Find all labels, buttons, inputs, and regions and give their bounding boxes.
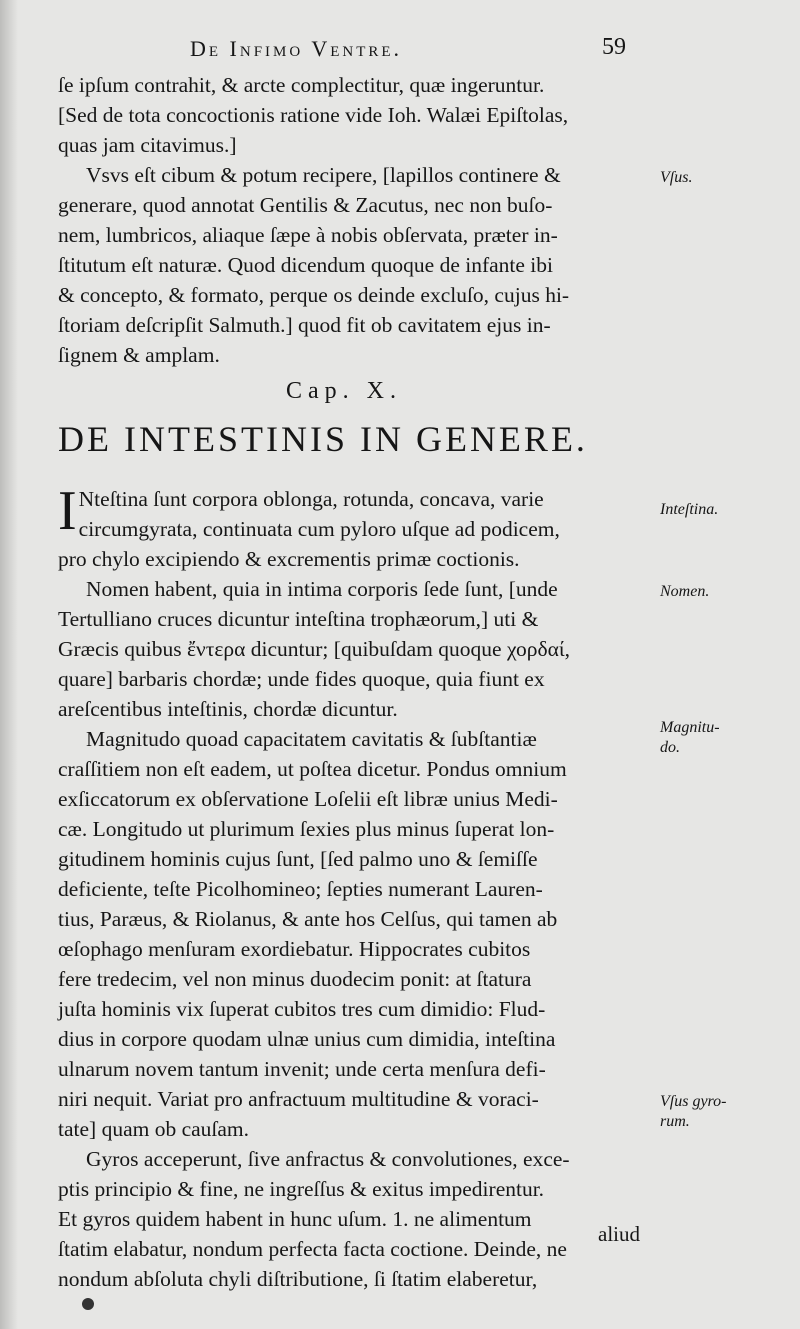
ink-blot	[82, 1298, 94, 1310]
paragraph-usus	[58, 160, 650, 370]
margin-note-nomen: Nomen.	[660, 583, 710, 600]
text-line: ptis principio & fine, ne ingreſſus & exitus impedirentur.	[58, 1177, 545, 1201]
text-line: fere tredecim, vel non minus duodecim ponit: at ſtatura	[58, 967, 532, 991]
text-line: pro chylo excipiendo & excrementis primæ coctionis.	[58, 547, 520, 571]
margin-note-usus-gyrorum-1: Vſus gyro-	[660, 1093, 727, 1110]
text-line: Et gyros quidem habent in hunc uſum. 1. ne alimentum	[58, 1207, 532, 1231]
paragraph-magnitudo	[58, 724, 650, 1144]
page-number: 59	[602, 34, 626, 60]
text-line: tate] quam ob cauſam.	[58, 1117, 250, 1141]
text-line: Vsvs eſt cibum & potum recipere, [lapillos continere &	[86, 163, 561, 187]
text-line: ſignem & amplam.	[58, 343, 220, 367]
text-line: quare] barbaris chordæ; unde fides quoque, quia fiunt ex	[58, 667, 545, 691]
margin-note-magnitudo-2: do.	[660, 739, 680, 756]
text-line: areſcentibus inteſtinis, chordæ dicuntur.	[58, 697, 398, 721]
text-line: deficiente, teſte Picolhomineo; ſepties numerant Lauren-	[58, 877, 543, 901]
text-line: quas jam citavimus.]	[58, 133, 237, 157]
running-head: De Infimo Ventre.	[190, 36, 403, 61]
chapter-number: Cap. X.	[286, 378, 402, 404]
text-line: ſe ipſum contrahit, & arcte complectitur, quæ ingeruntur.	[58, 73, 545, 97]
text-line: Tertulliano cruces dicuntur inteſtina trophæorum,] uti &	[58, 607, 539, 631]
text-line: craſſitiem non eſt eadem, ut poſtea dicetur. Pondus omnium	[58, 757, 567, 781]
margin-note-intestina: Inteſtina.	[660, 501, 719, 518]
text-line: tius, Paræus, & Riolanus, & ante hos Celſus, qui tamen ab	[58, 907, 558, 931]
text-line: gitudinem hominis cujus ſunt, [ſed palmo uno & ſemiſſe	[58, 847, 538, 871]
text-line: nem, lumbricos, aliaque ſæpe à nobis obſervata, præter in-	[58, 223, 558, 247]
text-line: circumgyrata, continuata cum pyloro uſque ad podicem,	[78, 517, 560, 541]
chapter-title: DE INTESTINIS IN GENERE.	[58, 419, 588, 459]
text-line: ſtatim elabatur, nondum perfecta facta coctione. Deinde, ne	[58, 1237, 567, 1261]
text-line: dius in corpore quodam ulnæ unius cum dimidia, inteſtina	[58, 1027, 556, 1051]
text-line: ſtoriam deſcripſit Salmuth.] quod fit ob cavitatem ejus in-	[58, 313, 551, 337]
text-line: Græcis quibus ἔντερα dicuntur; [quibuſdam quoque χορδαί,	[58, 637, 571, 661]
text-line: juſta hominis vix ſuperat cubitos tres cum dimidio: Flud-	[58, 997, 546, 1021]
text-line: Gyros acceperunt, ſive anfractus & convolutiones, exce-	[86, 1147, 570, 1171]
margin-note-usus: Vſus.	[660, 169, 693, 186]
paragraph-digestion-end	[58, 70, 650, 160]
text-line: [Sed de tota concoctionis ratione vide Ioh. Walæi Epiſtolas,	[58, 103, 569, 127]
text-block-top	[58, 70, 650, 370]
text-line: exſiccatorum ex obſervatione Loſelii eſt libræ unius Medi-	[58, 787, 558, 811]
text-line: ſtitutum eſt naturæ. Quod dicendum quoque de infante ibi	[58, 253, 554, 277]
drop-cap: I	[58, 480, 77, 542]
text-line: Nteſtina ſunt corpora oblonga, rotunda, concava, varie	[78, 487, 544, 511]
text-line: œſophago menſuram exordiebatur. Hippocrates cubitos	[58, 937, 531, 961]
paragraph-gyros	[58, 1144, 650, 1294]
text-line: & concepto, & formato, perque os deinde excluſo, cujus hi-	[58, 283, 570, 307]
catchword: aliud	[598, 1222, 640, 1246]
page-binding-shadow	[0, 0, 18, 1329]
paragraph-nomen	[58, 574, 650, 724]
text-line: cæ. Longitudo ut plurimum ſexies plus minus ſuperat lon-	[58, 817, 555, 841]
text-line: niri nequit. Variat pro anfractuum multitudine & voraci-	[58, 1087, 539, 1111]
margin-note-usus-gyrorum-2: rum.	[660, 1113, 690, 1130]
text-block-chapter	[58, 480, 650, 1294]
margin-note-magnitudo-1: Magnitu-	[660, 719, 720, 736]
text-line: generare, quod annotat Gentilis & Zacutus, nec non buſo-	[58, 193, 553, 217]
paragraph-definition	[58, 480, 650, 574]
text-line: nondum abſoluta chyli diſtributione, ſi ſtatim elaberetur,	[58, 1267, 538, 1291]
text-line: ulnarum novem tantum invenit; unde certa menſura defi-	[58, 1057, 546, 1081]
text-line: Nomen habent, quia in intima corporis ſede ſunt, [unde	[86, 577, 558, 601]
text-line: Magnitudo quoad capacitatem cavitatis & ſubſtantiæ	[86, 727, 537, 751]
